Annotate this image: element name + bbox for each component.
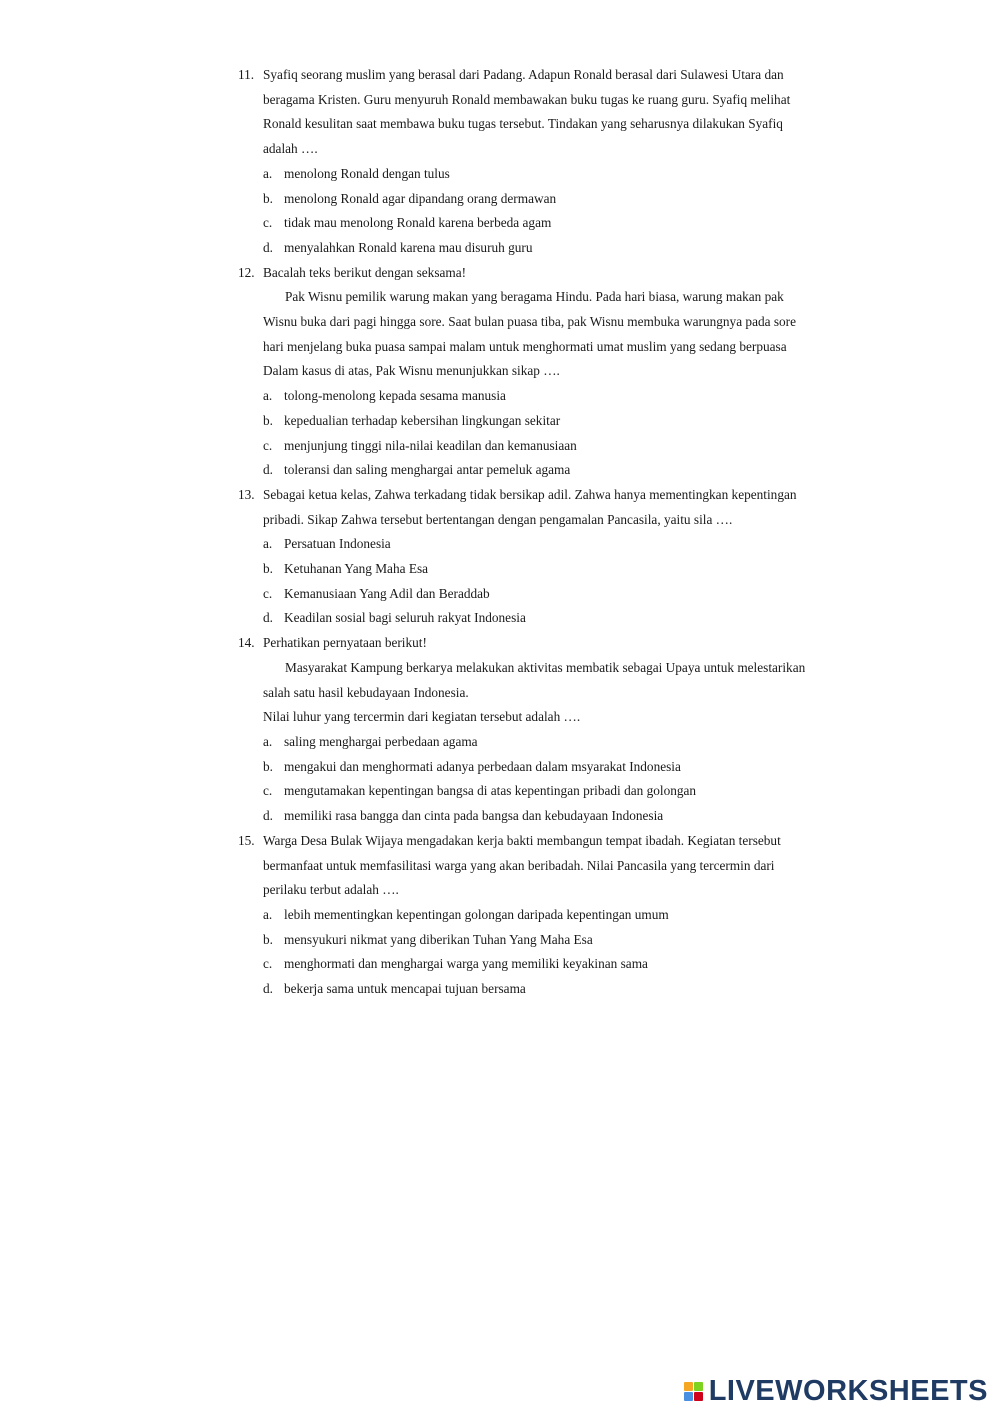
logo-blocks-icon bbox=[684, 1382, 703, 1401]
question-14 bbox=[238, 631, 818, 829]
option-letter: d. bbox=[263, 610, 273, 626]
option-letter: b. bbox=[263, 758, 273, 774]
option-text: bekerja sama untuk mencapai tujuan bersama bbox=[284, 981, 526, 997]
option-text: mengakui dan menghormati adanya perbedaan dalam msyarakat Indonesia bbox=[284, 758, 681, 774]
option-letter: b. bbox=[263, 412, 273, 428]
question-number: 15. bbox=[238, 832, 255, 848]
option-c[interactable] bbox=[238, 779, 818, 804]
option-b[interactable] bbox=[238, 557, 818, 582]
question-number: 11. bbox=[238, 67, 255, 82]
liveworksheets-logo bbox=[684, 1377, 988, 1406]
option-c[interactable] bbox=[238, 582, 818, 607]
option-a[interactable] bbox=[238, 903, 818, 928]
option-c[interactable] bbox=[238, 952, 818, 977]
option-text: lebih mementingkan kepentingan golongan daripada kepentingan umum bbox=[284, 906, 669, 922]
option-text: saling menghargai perbedaan agama bbox=[284, 733, 478, 749]
option-text: mensyukuri nikmat yang diberikan Tuhan Yang Maha Esa bbox=[284, 931, 593, 947]
question-prompt: Dalam kasus di atas, Pak Wisnu menunjukkan sikap …. bbox=[263, 363, 560, 379]
option-a[interactable] bbox=[238, 730, 818, 755]
question-text: Sebagai ketua kelas, Zahwa terkadang tidak bersikap adil. Zahwa hanya mementingkan kepentingan pribadi. Sikap Zahwa tersebut bertentangan dengan pengamalan Pancasila, yaitu sila …. bbox=[263, 486, 797, 527]
question-text: Syafiq seorang muslim yang berasal dari Padang. Adapun Ronald berasal dari Sulawesi Utara dan beragama Kristen. Guru menyuruh Ronald membawakan buku tugas ke ruang guru. Syafiq melihat Ronald kesulitan saat membawa buku tugas tersebut. Tindakan yang seharusnya dilakukan Syafiq adalah …. bbox=[263, 67, 791, 157]
option-d[interactable] bbox=[238, 804, 818, 829]
passage-text: Masyarakat Kampung berkarya melakukan aktivitas membatik sebagai Upaya untuk melestarikan salah satu hasil kebudayaan Indonesia. bbox=[263, 659, 806, 700]
option-letter: c. bbox=[263, 783, 273, 799]
option-letter: a. bbox=[263, 165, 273, 181]
question-stem bbox=[238, 631, 818, 656]
question-stem bbox=[238, 261, 818, 286]
option-d[interactable] bbox=[238, 458, 818, 483]
question-stem bbox=[238, 829, 818, 903]
option-d[interactable] bbox=[238, 977, 818, 1002]
option-text: kepedualian terhadap kebersihan lingkungan sekitar bbox=[284, 412, 561, 428]
question-15 bbox=[238, 829, 818, 1002]
option-text: Kemanusiaan Yang Adil dan Beraddab bbox=[284, 585, 490, 601]
option-text: menyalahkan Ronald karena mau disuruh guru bbox=[284, 239, 533, 255]
option-text: tidak mau menolong Ronald karena berbeda agam bbox=[284, 215, 552, 231]
option-text: toleransi dan saling menghargai antar pemeluk agama bbox=[284, 462, 571, 478]
option-c[interactable] bbox=[238, 211, 818, 236]
option-letter: d. bbox=[263, 981, 273, 997]
question-stem bbox=[238, 63, 818, 162]
option-d[interactable] bbox=[238, 606, 818, 631]
option-letter: a. bbox=[263, 536, 273, 552]
option-letter: c. bbox=[263, 956, 273, 972]
option-letter: d. bbox=[263, 239, 273, 255]
worksheet-questions bbox=[238, 63, 818, 1002]
question-number: 14. bbox=[238, 635, 255, 651]
question-text: Bacalah teks berikut dengan seksama! bbox=[263, 264, 467, 280]
option-letter: b. bbox=[263, 931, 273, 947]
question-prompt: Nilai luhur yang tercermin dari kegiatan tersebut adalah …. bbox=[263, 709, 581, 725]
option-letter: a. bbox=[263, 388, 273, 404]
question-11 bbox=[238, 63, 818, 261]
option-letter: a. bbox=[263, 906, 273, 922]
question-number: 13. bbox=[238, 486, 255, 502]
option-a[interactable] bbox=[238, 162, 818, 187]
option-text: menjunjung tinggi nila-nilai keadilan dan kemanusiaan bbox=[284, 437, 577, 453]
option-letter: c. bbox=[263, 215, 273, 231]
option-b[interactable] bbox=[238, 755, 818, 780]
passage-text: Pak Wisnu pemilik warung makan yang beragama Hindu. Pada hari biasa, warung makan pak Wisnu buka dari pagi hingga sore. Saat bulan puasa tiba, pak Wisnu membuka warungnya pada sore hari menjelang buka puasa sampai malam untuk menghormati umat muslim yang sedang berpuasa bbox=[263, 289, 797, 354]
question-number: 12. bbox=[238, 264, 255, 280]
question-stem bbox=[238, 483, 818, 532]
option-text: menolong Ronald dengan tulus bbox=[284, 165, 450, 181]
option-letter: b. bbox=[263, 190, 273, 206]
question-12 bbox=[238, 261, 818, 483]
option-letter: b. bbox=[263, 561, 273, 577]
logo-text: LIVEWORKSHEETS bbox=[708, 1375, 988, 1407]
option-text: memiliki rasa bangga dan cinta pada bangsa dan kebudayaan Indonesia bbox=[284, 808, 664, 824]
option-letter: d. bbox=[263, 808, 273, 824]
question-text: Warga Desa Bulak Wijaya mengadakan kerja bakti membangun tempat ibadah. Kegiatan tersebut bermanfaat untuk memfasilitasi warga yang akan beribadah. Nilai Pancasila yang tercermin dari perilaku terbut adalah …. bbox=[263, 832, 781, 898]
option-d[interactable] bbox=[238, 236, 818, 261]
option-text: tolong-menolong kepada sesama manusia bbox=[284, 388, 506, 404]
option-c[interactable] bbox=[238, 434, 818, 459]
option-b[interactable] bbox=[238, 409, 818, 434]
option-text: menolong Ronald agar dipandang orang dermawan bbox=[284, 190, 557, 206]
option-text: Keadilan sosial bagi seluruh rakyat Indonesia bbox=[284, 610, 526, 626]
option-letter: a. bbox=[263, 733, 273, 749]
option-letter: d. bbox=[263, 462, 273, 478]
option-text: mengutamakan kepentingan bangsa di atas kepentingan pribadi dan golongan bbox=[284, 783, 697, 799]
option-text: menghormati dan menghargai warga yang memiliki keyakinan sama bbox=[284, 956, 648, 972]
option-a[interactable] bbox=[238, 384, 818, 409]
option-letter: c. bbox=[263, 585, 273, 601]
reading-passage bbox=[238, 656, 818, 705]
option-letter: c. bbox=[263, 437, 273, 453]
option-text: Ketuhanan Yang Maha Esa bbox=[284, 561, 429, 577]
option-b[interactable] bbox=[238, 187, 818, 212]
option-text: Persatuan Indonesia bbox=[284, 536, 391, 552]
reading-passage bbox=[238, 285, 818, 359]
option-a[interactable] bbox=[238, 532, 818, 557]
question-13 bbox=[238, 483, 818, 631]
question-text: Perhatikan pernyataan berikut! bbox=[263, 635, 427, 651]
option-b[interactable] bbox=[238, 928, 818, 953]
